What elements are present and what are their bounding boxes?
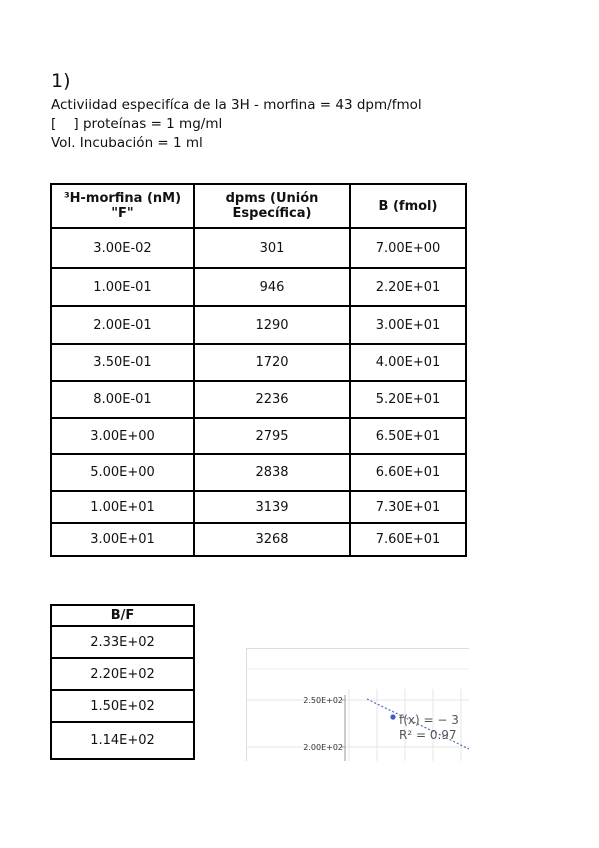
r-squared-label: R² = 0.97 [399,728,457,742]
cell-dpms: 946 [194,268,350,306]
cell-dpms: 3268 [194,523,350,556]
cell-bound: 7.60E+01 [350,523,466,556]
cell-free-morphine: 3.50E-01 [51,344,194,381]
column-header-bound: B (fmol) [350,184,466,228]
table-row [51,268,466,306]
cell-dpms: 1290 [194,306,350,344]
table-row [51,722,194,759]
column-header-free-morphine: ³H-morfina (nM) "F" [51,184,194,228]
cell-bf: 2.33E+02 [51,626,194,658]
cell-bound: 7.30E+01 [350,491,466,523]
cell-free-morphine: 3.00E+01 [51,523,194,556]
cell-free-morphine: 1.00E-01 [51,268,194,306]
table-row [51,626,194,658]
cell-bound: 4.00E+01 [350,344,466,381]
column-header-bf: B/F [51,605,194,626]
bf-table [50,604,195,760]
cell-bound: 3.00E+01 [350,306,466,344]
scatchard-chart [246,648,469,761]
table-row [51,523,466,556]
data-point [390,714,395,719]
protein-concentration-line: [ ] proteínas = 1 mg/ml [51,116,223,132]
cell-bf: 1.14E+02 [51,722,194,759]
cell-bound: 5.20E+01 [350,381,466,418]
table-row [51,658,194,690]
table-row [51,454,466,491]
cell-dpms: 2838 [194,454,350,491]
table-row [51,690,194,722]
cell-bound: 6.60E+01 [350,454,466,491]
table-row [51,491,466,523]
table-header-row [51,184,466,228]
table-row [51,381,466,418]
y-tick-label: 2.50E+02 [303,696,343,705]
cell-bound: 7.00E+00 [350,228,466,268]
cell-free-morphine: 8.00E-01 [51,381,194,418]
table-row [51,344,466,381]
binding-data-table [50,183,467,557]
chart-svg [247,649,469,761]
cell-bf: 2.20E+02 [51,658,194,690]
cell-dpms: 301 [194,228,350,268]
table-row [51,306,466,344]
cell-bf: 1.50E+02 [51,690,194,722]
cell-dpms: 1720 [194,344,350,381]
bf-header-row [51,605,194,626]
cell-free-morphine: 5.00E+00 [51,454,194,491]
cell-free-morphine: 3.00E-02 [51,228,194,268]
y-tick-label: 2.00E+02 [303,743,343,752]
cell-free-morphine: 1.00E+01 [51,491,194,523]
trendline-equation: f(x) = − 3 [399,713,459,727]
cell-free-morphine: 3.00E+00 [51,418,194,454]
column-header-dpms: dpms (Unión Específica) [194,184,350,228]
cell-dpms: 2236 [194,381,350,418]
table-row [51,228,466,268]
specific-activity-line: Activiidad especifíca de la 3H - morfina = 43 dpm/fmol [51,97,422,113]
table-row [51,418,466,454]
cell-dpms: 3139 [194,491,350,523]
cell-bound: 2.20E+01 [350,268,466,306]
cell-bound: 6.50E+01 [350,418,466,454]
cell-free-morphine: 2.00E-01 [51,306,194,344]
cell-dpms: 2795 [194,418,350,454]
incubation-volume-line: Vol. Incubación = 1 ml [51,135,203,151]
problem-number: 1) [51,70,71,92]
